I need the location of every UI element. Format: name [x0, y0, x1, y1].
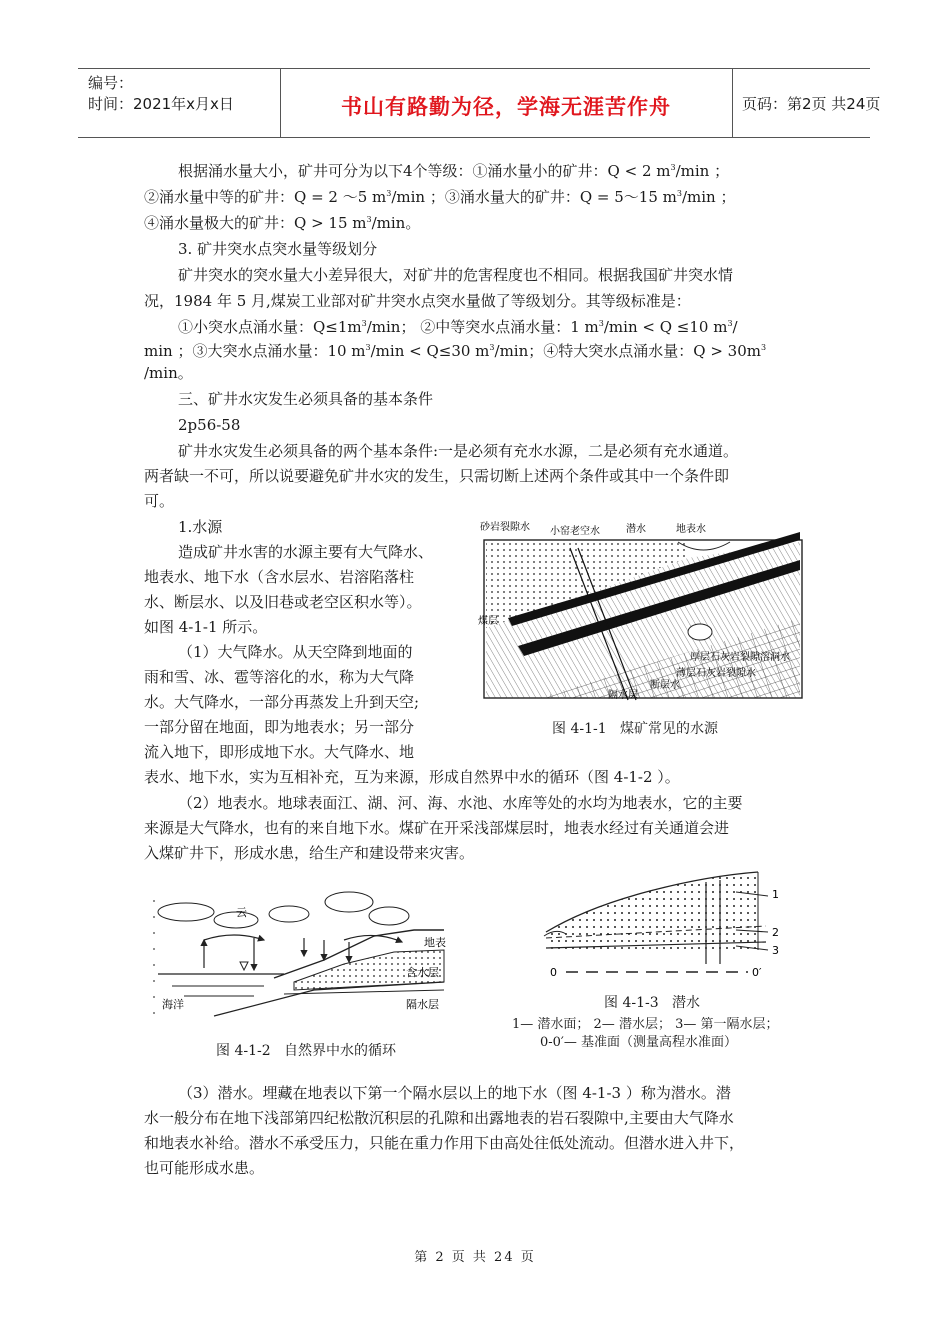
- para1-line2: ②涌水量中等的矿井：Q = 2 ～5 $m^3/\min$ ；③涌水量大的矿井：Q = 5～15 $m^3/\min$ ；: [144, 188, 736, 206]
- heading-3: 3. 矿井突水点突水量等级划分: [178, 240, 378, 258]
- water-source-heading: 1.水源: [178, 518, 223, 536]
- ap-line5: 流入地下，即形成地下水。大气降水、地: [144, 743, 415, 761]
- figure-4-1-3-legend-2: 0-0′— 基准面（测量高程水准面）: [540, 1035, 738, 1050]
- fig2-label-land: 地表: [424, 936, 446, 949]
- fig3-label-zero-prime: 0′: [752, 966, 762, 979]
- ws-line4: 如图 4-1-1 所示。: [144, 618, 268, 636]
- ap-line4: 一部分留在地面，即为地表水；另一部分: [144, 718, 415, 736]
- section-3-title: 三、矿井水灾发生必须具备的基本条件: [178, 390, 434, 408]
- fig3-label-zero: 0: [550, 966, 557, 979]
- document-header: [78, 68, 881, 138]
- figure-4-1-3-caption: 图 4-1-3 潜水: [604, 995, 700, 1011]
- reference: 2p56-58: [178, 416, 241, 434]
- time-label: 时间：2021年x月x日: [88, 95, 234, 113]
- fig3-label-2: 2: [772, 926, 779, 939]
- fig1-label-sand: 砂岩裂隙水: [480, 522, 530, 533]
- figure-4-1-2: [144, 890, 450, 1028]
- ap-line3: 水。大气降水，一部分再蒸发上升到天空;: [144, 693, 420, 711]
- para3-line1: ①小突水点涌水量：$Q\le 1m^3/\min$； ②中等突水点涌水量：1 $m^3/\min < Q \le 10$ $m^3/$: [178, 318, 738, 336]
- fig2-label-ocean: 海洋: [162, 998, 184, 1011]
- ap-line6: 表水、地下水，实为互相补充，互为来源，形成自然界中水的循环（图 4-1-2 ）。: [144, 768, 680, 786]
- ap-line1: （1）大气降水。从天空降到地面的: [178, 643, 413, 661]
- para1-line3: ④涌水量极大的矿井：Q > 15 $m^3/\min$。: [144, 214, 421, 232]
- code-label: 编号：: [88, 74, 134, 92]
- fig1-label-thick: 厚层石灰岩裂隙溶洞水: [690, 652, 790, 663]
- para1-line1: 根据涌水量大小，矿井可分为以下4个等级：①涌水量小的矿井：Q < 2 $m^3/\min$ ；: [178, 162, 730, 180]
- ap-line2: 雨和雪、冰、雹等溶化的水，称为大气降: [144, 668, 415, 686]
- para4-line3: 可。: [144, 492, 175, 510]
- motto: 书山有路勤为径，学海无涯苦作舟: [341, 95, 671, 119]
- header-page-cell: [732, 69, 881, 137]
- gw-line3: 和地表水补给。潜水不承受压力，只能在重力作用下由高处往低处流动。但潜水进入井下，: [144, 1134, 745, 1152]
- fig2-label-aquiclude: 隔水层: [406, 998, 439, 1011]
- header-motto-cell: [280, 69, 733, 137]
- para2-line2: 况，1984 年 5 月,煤炭工业部对矿井突水点突水量做了等级划分。其等级标准是：: [144, 292, 691, 310]
- ws-line1: 造成矿井水害的水源主要有大气降水、: [178, 543, 434, 561]
- fig1-label-fault: 断层水: [650, 680, 680, 691]
- figure-4-1-3-legend-1: 1— 潜水面； 2— 潜水层； 3— 第一隔水层；: [512, 1017, 779, 1032]
- fig1-label-old: 小窑老空水: [550, 526, 600, 537]
- page-info: 页码：第2页 共24页: [742, 95, 881, 113]
- gw-line4: 也可能形成水患。: [144, 1159, 265, 1177]
- figure-4-1-1: [478, 518, 810, 704]
- figure-4-1-2-caption: 图 4-1-2 自然界中水的循环: [216, 1043, 396, 1059]
- fig2-label-aquifer: 含水层: [406, 966, 439, 979]
- page-footer: 第 2 页 共 24 页: [414, 1250, 536, 1265]
- fig1-label-thin: 薄层石灰岩裂隙水: [676, 668, 756, 679]
- gw-line1: （3）潜水。埋藏在地表以下第一个隔水层以上的地下水（图 4-1-3 ）称为潜水。潜: [178, 1084, 731, 1102]
- fig3-label-1: 1: [772, 888, 779, 901]
- figure-4-1-1-caption: 图 4-1-1 煤矿常见的水源: [552, 721, 718, 737]
- fig1-label-phreatic: 潜水: [626, 524, 646, 535]
- para3-line2: min ；③大突水点涌水量：10 $m^3/\min < Q\le 30$ $m^3/\min$；④特大突水点涌水量：$Q > 30m^3$: [144, 342, 767, 360]
- sw-line3: 入煤矿井下，形成水患，给生产和建设带来灾害。: [144, 844, 475, 862]
- para2-line1: 矿井突水的突水量大小差异很大，对矿井的危害程度也不相同。根据我国矿井突水情: [178, 266, 734, 284]
- fig1-label-surface: 地表水: [676, 524, 706, 535]
- header-meta-cell: [78, 69, 281, 137]
- para4-line1: 矿井水灾发生必须具备的两个基本条件:一是必须有充水水源，二是必须有充水通道。: [178, 442, 739, 460]
- para3-line3: /min。: [144, 364, 193, 382]
- ws-line3: 水、断层水、以及旧巷或老空区积水等）。: [144, 593, 422, 611]
- para4-line2: 两者缺一不可，所以说要避免矿井水灾的发生，只需切断上述两个条件或其中一个条件即: [144, 467, 730, 485]
- fig1-label-aquiclude: 隔水层: [608, 690, 638, 701]
- fig1-label-coal: 煤层: [478, 616, 498, 627]
- fig2-label-cloud: 云: [236, 906, 247, 919]
- ws-line2: 地表水、地下水（含水层水、岩溶陷落柱: [144, 568, 415, 586]
- figure-4-1-3: [536, 868, 788, 980]
- fig3-label-3: 3: [772, 944, 779, 957]
- sw-line1: （2）地表水。地球表面江、湖、河、海、水池、水库等处的水均为地表水，它的主要: [178, 794, 743, 812]
- sw-line2: 来源是大气降水，也有的来自地下水。煤矿在开采浅部煤层时，地表水经过有关通道会进: [144, 819, 730, 837]
- gw-line2: 水一般分布在地下浅部第四纪松散沉积层的孔隙和出露地表的岩石裂隙中,主要由大气降水: [144, 1109, 734, 1127]
